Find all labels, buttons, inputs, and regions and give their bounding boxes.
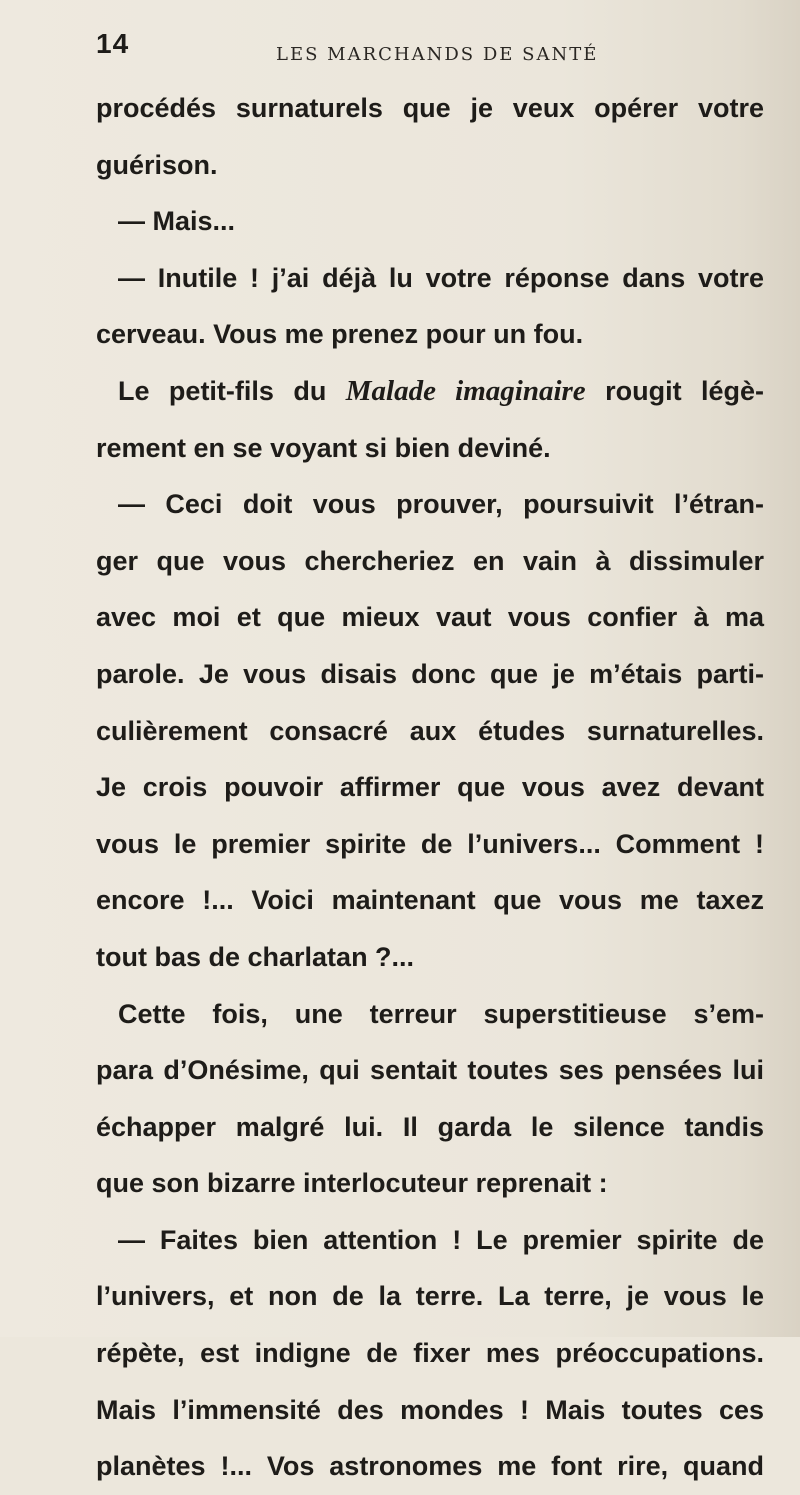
text-segment: — Mais...: [118, 206, 236, 237]
text-line: [96, 533, 764, 590]
text-line: [96, 1155, 764, 1212]
text-segment: guérison.: [96, 149, 218, 180]
text-line: [96, 306, 764, 363]
text-line: [96, 1382, 764, 1439]
text-segment: para d’Onésime, qui sentait toutes ses pensées lui: [96, 1055, 764, 1086]
text-line: [96, 1325, 764, 1382]
body-text: [96, 80, 764, 1495]
text-line: [96, 137, 764, 194]
text-segment: Cette fois, une terreur superstitieuse s’em-: [118, 998, 764, 1029]
page-number: 14: [96, 28, 130, 59]
text-line: [96, 759, 764, 816]
text-segment: planètes !... Vos astronomes me font rire, quand: [96, 1451, 764, 1482]
text-segment: ger que vous chercheriez en vain à dissimuler: [96, 545, 764, 576]
text-line: [96, 589, 764, 646]
text-line: [96, 420, 764, 477]
text-line: [96, 1042, 764, 1099]
text-line: [96, 476, 764, 533]
text-line: [96, 1212, 764, 1269]
text-segment: — Ceci doit vous prouver, poursuivit l’étran-: [118, 489, 764, 520]
text-segment: Le petit-fils du: [118, 375, 346, 406]
text-segment: vous le premier spirite de l’univers... Comment !: [96, 828, 764, 859]
text-segment: répète, est indigne de fixer mes préoccupations.: [96, 1338, 764, 1369]
italic-title: Malade imaginaire: [345, 374, 586, 407]
text-line: [96, 1268, 764, 1325]
text-line: [96, 363, 764, 420]
text-line: [96, 816, 764, 873]
text-line: [96, 193, 764, 250]
text-line: [96, 703, 764, 760]
running-head: [96, 18, 790, 64]
text-segment: que son bizarre interlocuteur reprenait :: [96, 1168, 608, 1199]
text-segment: — Inutile ! j’ai déjà lu votre réponse dans votre: [118, 262, 764, 293]
text-segment: rougit légè-: [585, 375, 765, 406]
text-segment: cerveau. Vous me prenez pour un fou.: [96, 319, 584, 350]
text-line: [96, 1438, 764, 1495]
text-segment: procédés surnaturels que je veux opérer votre: [96, 93, 764, 123]
text-segment: — Faites bien attention ! Le premier spirite de: [118, 1224, 764, 1255]
text-segment: encore !... Voici maintenant que vous me taxez: [96, 885, 764, 916]
text-segment: échapper malgré lui. Il garda le silence tandis: [96, 1111, 764, 1142]
text-segment: l’univers, et non de la terre. La terre, je vous le: [96, 1281, 764, 1312]
text-line: [96, 250, 764, 307]
text-segment: avec moi et que mieux vaut vous confier à ma: [96, 602, 764, 633]
text-segment: Mais l’immensité des mondes ! Mais toutes ces: [96, 1394, 764, 1425]
text-segment: parole. Je vous disais donc que je m’étais parti-: [96, 658, 764, 689]
text-line: [96, 80, 764, 137]
text-segment: tout bas de charlatan ?...: [96, 941, 415, 972]
text-line: [96, 929, 764, 986]
text-line: [96, 1099, 764, 1156]
text-segment: rement en se voyant si bien deviné.: [96, 432, 551, 463]
running-title: LES MARCHANDS DE SANTÉ: [276, 44, 599, 65]
text-line: [96, 986, 764, 1043]
text-line: [96, 646, 764, 703]
text-line: [96, 872, 764, 929]
text-segment: culièrement consacré aux études surnaturelles.: [96, 715, 764, 746]
text-segment: Je crois pouvoir affirmer que vous avez devant: [96, 772, 764, 803]
